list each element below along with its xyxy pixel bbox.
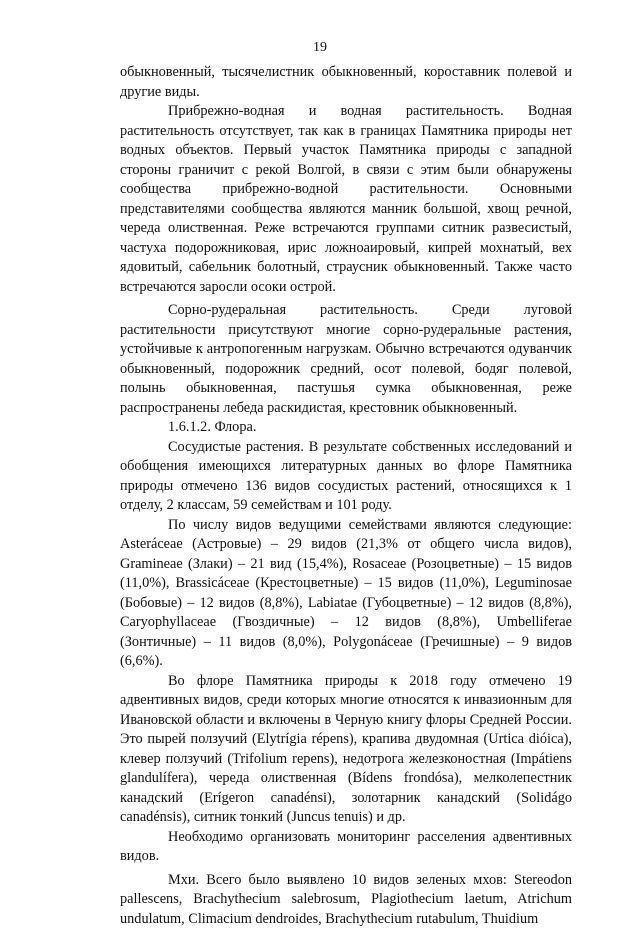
paragraph: Прибрежно-водная и водная растительность. Водная растительность отсутствует, так как в границах Памятника природы нет водных объектов. Первый участок Памятника природы с западной стороны граничит с рекой Волгой, в связи с этим были обнаружены сообщества прибрежно-водной растительности. Основными представителями сообщества являются манник большой, хвощ речной, череда олиственная. Реже встречаются группами ситник развесистый, частуха подорожниковая, ирис ложноаировый, кипрей мохнатый, вех ядовитый, сабельник болотный, страусник обыкновенный. Также часто встречаются заросли осоки острой.: [120, 102, 572, 297]
paragraph: Мхи. Всего было выявлено 10 видов зеленых мхов: Stereodon pallescens, Brachythecium salebrosum, Plagiothecium laetum, Atrichum undulatum, Climacium dendroides, Brachythecium rutabulum, Thuidium: [120, 871, 572, 929]
paragraph: Во флоре Памятника природы к 2018 году отмечено 19 адвентивных видов, среди которых многие относятся к инвазионным для Ивановской области и включены в Черную книгу флоры Средней России. Это пырей ползучий (Elytrígia répens), крапива двудомная (Urtica dióica), клевер ползучий (Trifolium repens), недотрога железконостная (Impátiens glandulífera), череда олиственная (Bídens frondósa), мелколепестник канадский (Erígeron canadénsi), золотарник канадский (Solidágo canadénsis), ситник тонкий (Juncus tenuis) и др.: [120, 672, 572, 828]
paragraph: обыкновенный, тысячелистник обыкновенный, короставник полевой и другие виды.: [120, 63, 572, 102]
paragraph: Сорно-рудеральная растительность. Среди луговой растительности присутствуют многие сорно-рудеральные растения, устойчивые к антропогенным нагрузкам. Обычно встречаются одуванчик обыкновенный, подорожник средний, осот полевой, бодяг полевой, полынь обыкновенная, пастушья сумка обыкновенная, реже распространены лебеда раскидистая, крестовник обыкновенный.: [120, 301, 572, 418]
page-number: 19: [0, 40, 640, 56]
section-heading: 1.6.1.2. Флора.: [120, 418, 572, 438]
paragraph: Необходимо организовать мониторинг расселения адвентивных видов.: [120, 828, 572, 867]
body-text: [120, 63, 572, 929]
paragraph: По числу видов ведущими семействами являются следующие: Asteráceae (Астровые) – 29 видов (21,3% от общего числа видов), Gramineae (Злаки) – 21 вид (15,4%), Rosaceae (Розоцветные) – 15 видов (11,0%), Brassicáceae (Крестоцветные) – 15 видов (11,0%), Leguminosae (Бобовые) – 12 видов (8,8%), Labiatae (Губоцветные) – 12 видов (8,8%), Caryophyllaceae (Гвоздичные) – 12 видов (8,8%), Umbelliferae (Зонтичные) – 11 видов (8,0%), Polygonáceae (Гречишные) – 9 видов (6,6%).: [120, 516, 572, 672]
paragraph: Сосудистые растения. В результате собственных исследований и обобщения имеющихся литературных данных во флоре Памятника природы отмечено 136 видов сосудистых растений, относящихся к 1 отделу, 2 классам, 59 семействам и 101 роду.: [120, 438, 572, 516]
